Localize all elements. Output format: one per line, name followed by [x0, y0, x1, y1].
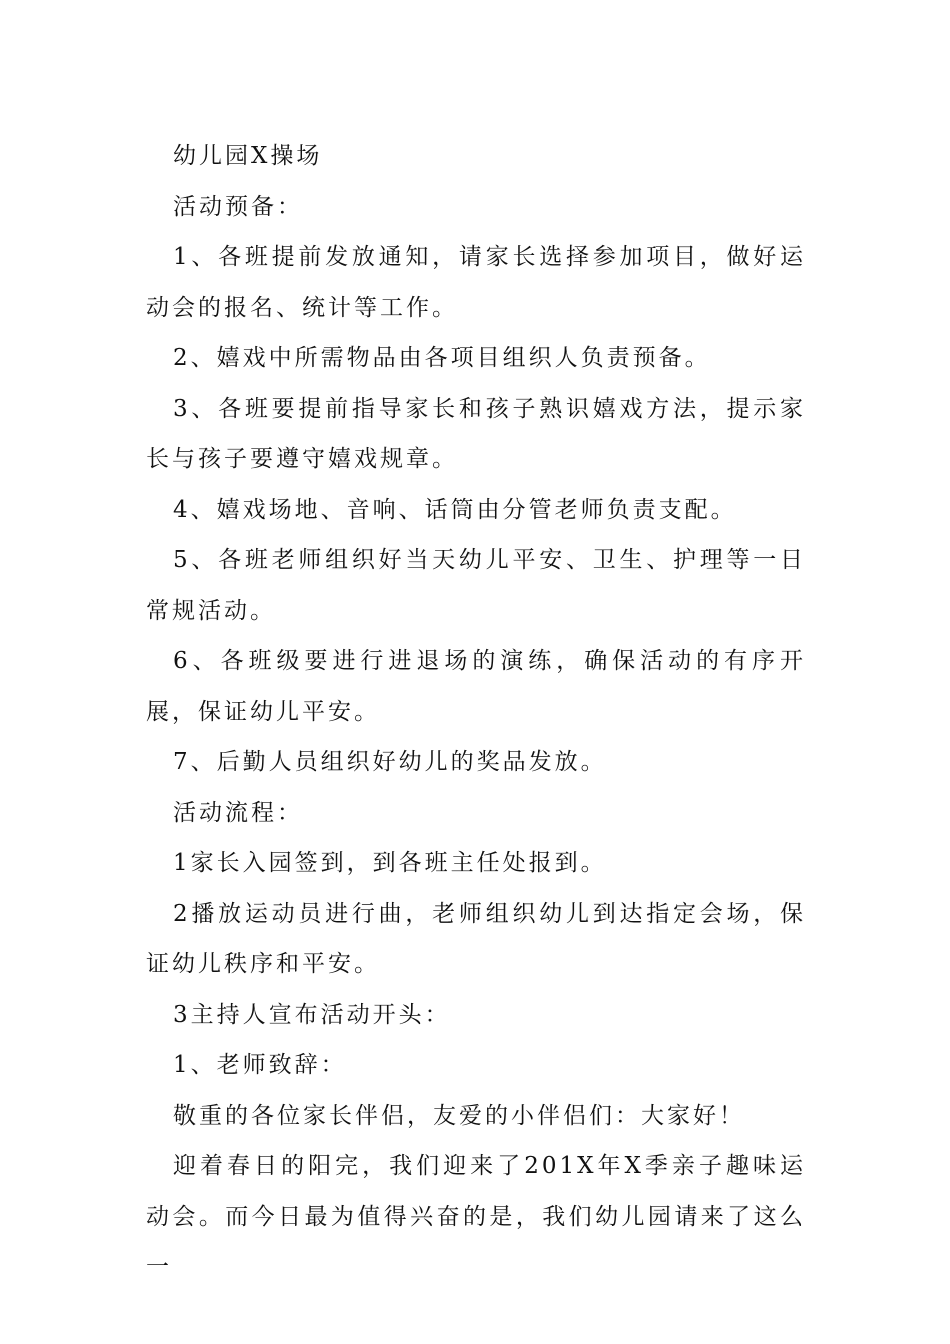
paragraph-process-2: 2播放运动员进行曲，老师组织幼儿到达指定会场，保证幼儿秩序和平安。: [146, 900, 806, 977]
paragraph-preparation-heading: 活动预备：: [173, 193, 303, 220]
paragraph-preparation-4: 4、嬉戏场地、音响、话筒由分管老师负责支配。: [173, 496, 737, 523]
paragraph-process-1: 1家长入园签到，到各班主任处报到。: [173, 850, 607, 876]
paragraph-process-3: 3主持人宣布活动开头：: [173, 1001, 451, 1028]
paragraph-speech-heading: 1、老师致辞：: [173, 1052, 347, 1078]
paragraph-preparation-7: 7、后勤人员组织好幼儿的奖品发放。: [173, 749, 607, 775]
paragraph-preparation-1: 1、各班提前发放通知，请家长选择参加项目，做好运动会的报名、统计等工作。: [146, 244, 806, 321]
paragraph-speech-body: 迎着春日的阳完，我们迎来了201X年X季亲子趣味运动会。而今日最为值得兴奋的是，我们幼儿园请来了这么一: [146, 1153, 806, 1280]
paragraph-preparation-3: 3、各班要提前指导家长和孩子熟识嬉戏方法，提示家长与孩子要遵守嬉戏规章。: [146, 395, 806, 472]
paragraph-preparation-6: 6、各班级要进行进退场的演练，确保活动的有序开展，保证幼儿平安。: [146, 648, 806, 725]
paragraph-greeting: 敬重的各位家长伴侣，友爱的小伴侣们：大家好！: [173, 1102, 745, 1129]
paragraph-process-heading: 活动流程：: [173, 799, 303, 826]
document-body: [146, 131, 806, 1293]
paragraph-location: 幼儿园X操场: [173, 143, 323, 169]
paragraph-preparation-5: 5、各班老师组织好当天幼儿平安、卫生、护理等一日常规活动。: [146, 547, 806, 624]
paragraph-preparation-2: 2、嬉戏中所需物品由各项目组织人负责预备。: [173, 345, 711, 371]
